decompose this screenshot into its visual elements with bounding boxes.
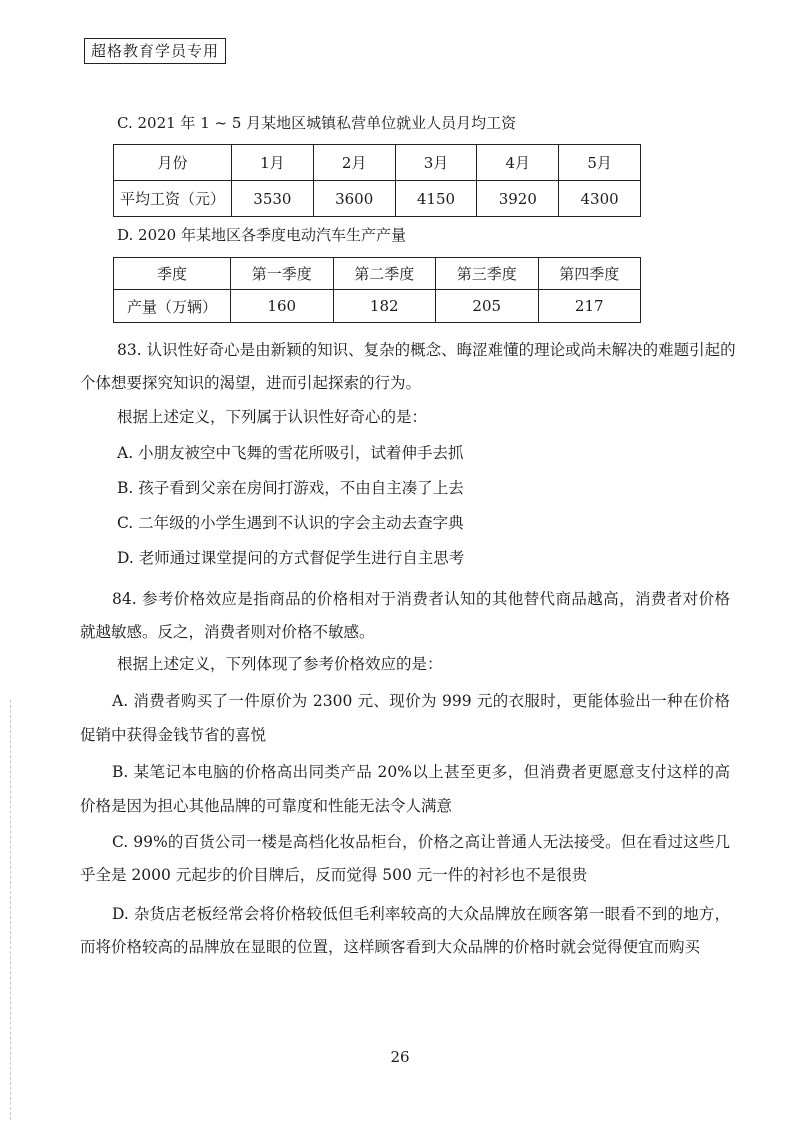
option-d-table [113, 257, 641, 323]
table-column-header: 4月 [477, 145, 559, 181]
table-cell: 4150 [395, 181, 477, 217]
table-column-header: 3月 [395, 145, 477, 181]
scan-edge-line [10, 700, 11, 1120]
table-column-header: 第一季度 [231, 258, 334, 290]
q83-option-b: B. 孩子看到父亲在房间打游戏，不由自主凑了上去 [117, 479, 464, 497]
q83-prompt: 根据上述定义，下列属于认识性好奇心的是： [117, 408, 428, 426]
option-c-caption: C. 2021 年 1 ~ 5 月某地区城镇私营单位就业人员月均工资 [117, 114, 517, 132]
q84-option-a: A. 消费者购买了一件原价为 2300 元、现价为 999 元的衣服时，更能体验出一种在价格促销中获得金钱节省的喜悦 [80, 692, 730, 744]
header-label: 超格教育学员专用 [84, 38, 226, 64]
table-cell: 160 [231, 290, 334, 323]
q83-option-d: D. 老师通过课堂提问的方式督促学生进行自主思考 [117, 549, 465, 567]
q83-option-c: C. 二年级的小学生遇到不认识的字会主动去查字典 [117, 514, 464, 532]
q84-option-b: B. 某笔记本电脑的价格高出同类产品 20%以上甚至更多，但消费者更愿意支付这样的高价格是因为担心其他品牌的可靠度和性能无法令人满意 [80, 763, 730, 815]
table-cell: 4300 [559, 181, 641, 217]
q83-option-a: A. 小朋友被空中飞舞的雪花所吸引，试着伸手去抓 [117, 444, 464, 462]
table-cell: 3600 [313, 181, 395, 217]
q84-option-d: D. 杂货店老板经常会将价格较低但毛利率较高的大众品牌放在顾客第一眼看不到的地方，而将价格较高的品牌放在显眼的位置，这样顾客看到大众品牌的价格时就会觉得便宜而购买 [80, 905, 730, 956]
table-row-header: 月份 [114, 145, 232, 181]
option-c-table [113, 144, 641, 217]
page-number: 26 [390, 1048, 410, 1066]
option-d-caption: D. 2020 年某地区各季度电动汽车生产产量 [117, 226, 406, 244]
table-column-header: 第四季度 [538, 258, 641, 290]
q83-definition-line2: 个体想要探究知识的渴望，进而引起探索的行为。 [80, 374, 422, 392]
table-column-header: 第三季度 [436, 258, 539, 290]
table-row-header: 季度 [114, 258, 231, 290]
q83-definition-line1: 83. 认识性好奇心是由新颖的知识、复杂的概念、晦涩难懂的理论或尚未解决的难题引起的 [117, 341, 736, 359]
q84-prompt: 根据上述定义，下列体现了参考价格效应的是： [117, 655, 443, 673]
table-cell: 205 [436, 290, 539, 323]
table-row-header: 平均工资（元） [114, 181, 232, 217]
table-cell: 182 [333, 290, 436, 323]
table-cell: 3920 [477, 181, 559, 217]
q84-option-c: C. 99%的百货公司一楼是高档化妆品柜台，价格之高让普通人无法接受。但在看过这些几乎全是 2000 元起步的价目牌后，反而觉得 500 元一件的衬衫也不是很贵 [80, 833, 730, 884]
table-cell: 3530 [232, 181, 314, 217]
table-column-header: 1月 [232, 145, 314, 181]
q84-definition: 84. 参考价格效应是指商品的价格相对于消费者认知的其他替代商品越高，消费者对价格就越敏感。反之，消费者则对价格不敏感。 [80, 590, 730, 641]
table-column-header: 2月 [313, 145, 395, 181]
table-row-header: 产量（万辆） [114, 290, 231, 323]
table-column-header: 5月 [559, 145, 641, 181]
table-column-header: 第二季度 [333, 258, 436, 290]
table-cell: 217 [538, 290, 641, 323]
